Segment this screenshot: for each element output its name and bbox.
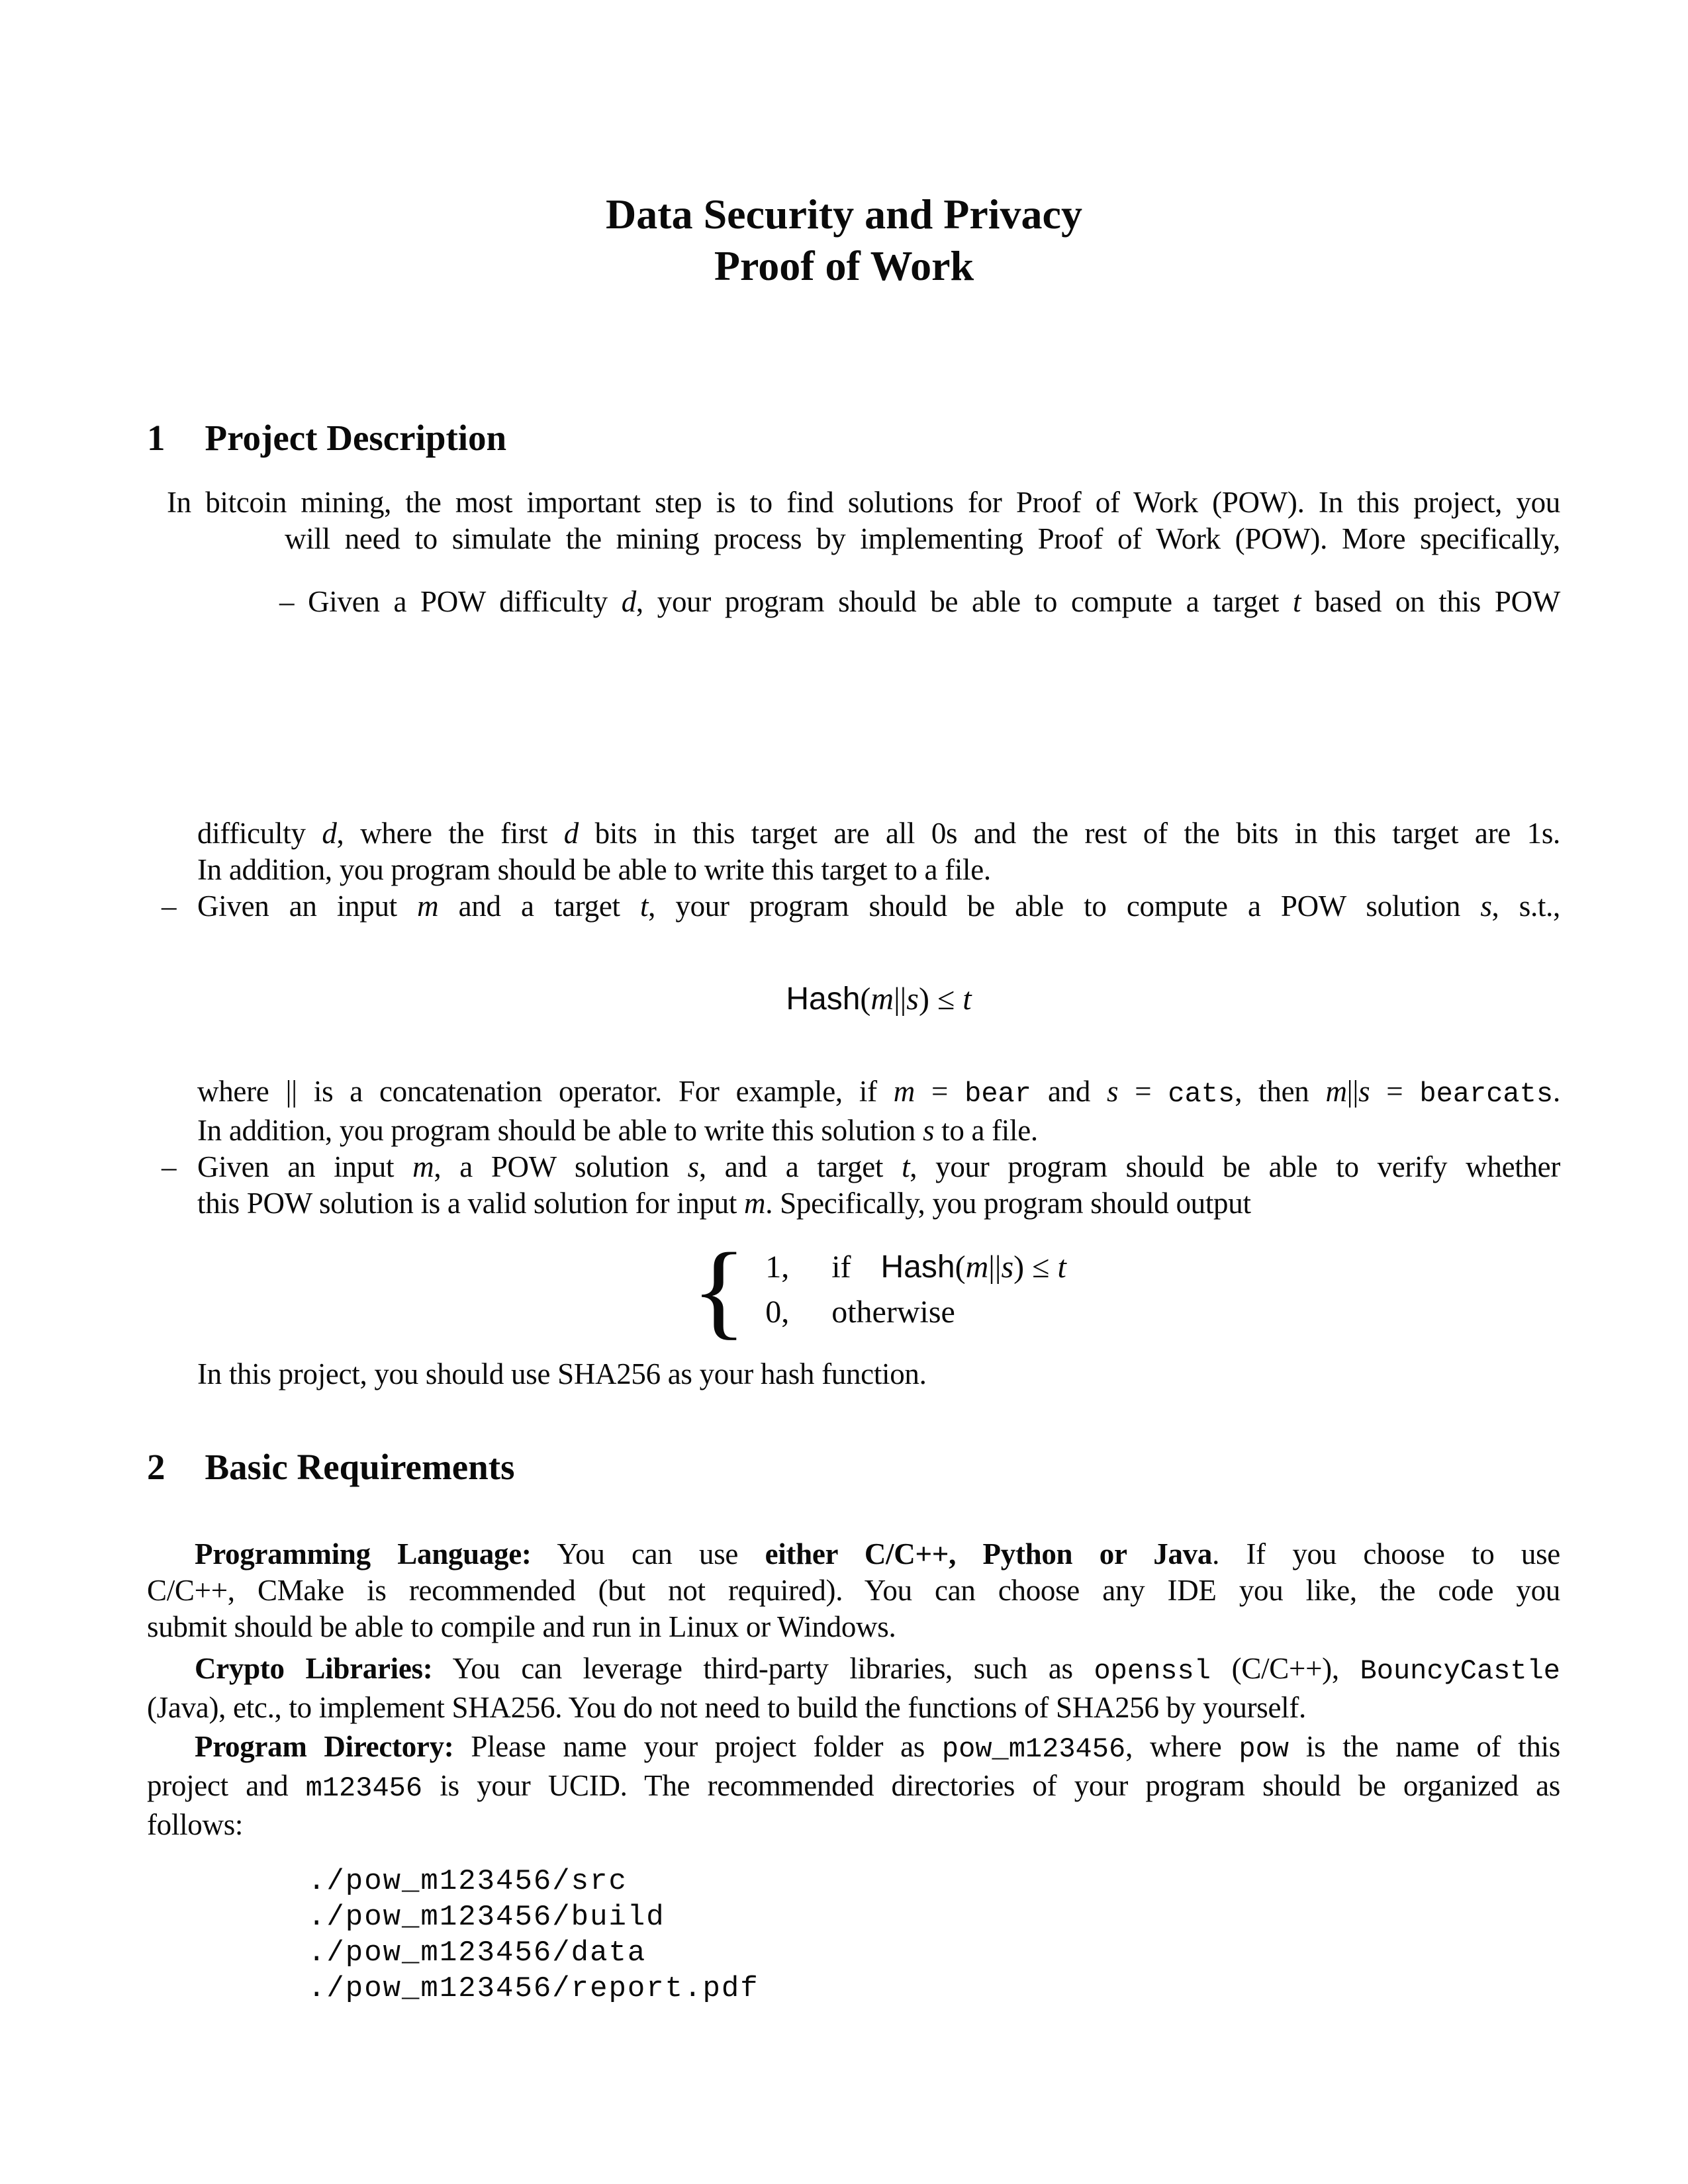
hash-function-name: Hash xyxy=(786,981,861,1017)
hash-inequality-formula xyxy=(147,976,1560,1023)
math-var-m: m xyxy=(417,889,439,923)
item3-text: , and a target xyxy=(698,1150,902,1183)
list-item-verify-solution-line2 xyxy=(147,1185,1560,1222)
item1-text: based on this POW xyxy=(1301,585,1560,618)
section-2-number: 2 xyxy=(147,1447,165,1487)
case1-condition xyxy=(831,1248,1066,1287)
math-var-s: s xyxy=(1001,1250,1014,1285)
item3-text: , your program should be able to verify whether xyxy=(910,1150,1561,1183)
math-var-m: m xyxy=(412,1150,434,1183)
math-var-m: m xyxy=(870,981,894,1017)
list-item-verify-solution-line1 xyxy=(147,1149,1560,1185)
leq-sign: ≤ xyxy=(1024,1250,1058,1285)
math-var-d: d xyxy=(563,817,579,850)
concat-operator: || xyxy=(1346,1075,1359,1108)
section-1-title: Project Description xyxy=(205,418,507,458)
para-text: (C/C++), xyxy=(1210,1652,1360,1685)
code-folder-name: pow_m123456 xyxy=(941,1733,1126,1765)
para-text: . If you choose to use xyxy=(1212,1537,1560,1570)
math-var-t: t xyxy=(639,889,649,923)
para-text: and xyxy=(1031,1075,1107,1108)
intro-paragraph-line2 xyxy=(147,521,1560,557)
para-text: In addition, you program should be able to write this solution xyxy=(197,1114,923,1147)
para-text: You can use xyxy=(531,1537,765,1570)
crypto-libraries-line2 xyxy=(147,1690,1560,1726)
concat-explanation-line1 xyxy=(147,1073,1560,1113)
intro-paragraph-line1 xyxy=(147,484,1560,521)
concat-explanation-line2 xyxy=(147,1113,1560,1149)
item1-text: Given a POW difficulty xyxy=(294,585,622,618)
formula-paren: ) xyxy=(918,981,929,1017)
hash-function-name: Hash xyxy=(880,1250,955,1285)
program-directory-line3 xyxy=(147,1807,1560,1843)
output-cases-formula xyxy=(147,1230,1560,1349)
cases-brace: { xyxy=(691,1230,747,1349)
item3-text: this POW solution is a valid solution for input xyxy=(197,1187,745,1220)
item2-text: , your program should be able to compute a POW solution xyxy=(648,889,1481,923)
concat-operator: || xyxy=(285,1075,297,1108)
para-text: submit should be able to compile and run in Linux or Windows. xyxy=(147,1610,896,1643)
para-text: where xyxy=(197,1075,286,1108)
case2-condition: otherwise xyxy=(831,1295,955,1330)
item3-text: . Specifically, you program should output xyxy=(765,1187,1251,1220)
math-var-t: t xyxy=(962,981,972,1017)
para-text: is the name of this xyxy=(1288,1730,1560,1763)
item1-continuation-line2 xyxy=(147,852,1560,888)
equals-sign: = xyxy=(915,1075,965,1108)
concat-operator: || xyxy=(988,1250,1002,1285)
document-title-line1: Data Security and Privacy xyxy=(606,191,1082,238)
crypto-libraries-label: Crypto Libraries: xyxy=(195,1652,433,1685)
math-var-t: t xyxy=(1057,1250,1066,1285)
math-var-s: s xyxy=(1358,1075,1370,1108)
math-var-d: d xyxy=(621,585,636,618)
case1-value: 1, xyxy=(765,1250,790,1285)
math-var-t: t xyxy=(1292,585,1301,618)
document-body xyxy=(147,0,1560,2007)
formula-paren: ( xyxy=(860,981,871,1017)
item2-text: , s.t., xyxy=(1491,889,1561,923)
formula-paren: ) xyxy=(1013,1250,1025,1285)
para-text: project and xyxy=(147,1769,306,1802)
para-text: , where xyxy=(1125,1730,1239,1763)
math-var-s: s xyxy=(922,1114,935,1147)
para-text: C/C++, CMake is recommended (but not required). You can choose any IDE you like, the code you xyxy=(147,1574,1560,1607)
math-var-s: s xyxy=(1107,1075,1119,1108)
para-text: In this project, you should use SHA256 as your hash function. xyxy=(197,1357,927,1390)
math-var-m: m xyxy=(893,1075,915,1108)
math-var-m: m xyxy=(965,1250,989,1285)
math-var-m: m xyxy=(744,1187,766,1220)
item1-cont-text: , where the first xyxy=(336,817,564,850)
math-var-t: t xyxy=(902,1150,910,1183)
para-text: Please name your project folder as xyxy=(453,1730,942,1763)
item-dash-marker: – xyxy=(162,889,177,923)
para-text: follows: xyxy=(147,1808,244,1841)
equals-sign: = xyxy=(1370,1075,1420,1108)
code-cats: cats xyxy=(1168,1078,1235,1110)
item-dash-marker: – xyxy=(279,585,295,618)
item1-cont-text: difficulty xyxy=(197,817,322,850)
if-word: if xyxy=(831,1250,851,1285)
item2-text: and a target xyxy=(438,889,640,923)
equals-sign: = xyxy=(1118,1075,1168,1108)
program-directory-label: Program Directory: xyxy=(195,1730,454,1763)
code-bear: bear xyxy=(964,1078,1031,1110)
code-ucid: m123456 xyxy=(305,1772,423,1804)
programming-language-line3 xyxy=(147,1609,1560,1645)
formula-paren: ( xyxy=(955,1250,966,1285)
document-title-line2: Proof of Work xyxy=(714,242,974,289)
item1-cont-text: bits in this target are all 0s and the rest of the bits in this target are 1s. xyxy=(578,817,1561,850)
list-item-compute-solution xyxy=(147,888,1560,925)
para-text: is a concatenation operator. For example, if xyxy=(297,1075,894,1108)
item1-continuation-line1 xyxy=(147,815,1560,852)
list-item-compute-target xyxy=(147,584,1560,620)
item-dash-marker: – xyxy=(162,1150,177,1183)
math-var-s: s xyxy=(1480,889,1492,923)
directory-path-build: ./pow_m123456/build xyxy=(308,1901,665,1934)
directory-path-report: ./pow_m123456/report.pdf xyxy=(308,1972,759,2005)
para-text: is your UCID. The recommended directories of your program should be organized as xyxy=(422,1769,1561,1802)
languages-bold-text: either C/C++, Python or Java xyxy=(765,1537,1213,1570)
math-var-m: m xyxy=(1325,1075,1347,1108)
case2-value: 0, xyxy=(765,1295,790,1330)
section-2-title: Basic Requirements xyxy=(205,1447,515,1487)
item3-text: , a POW solution xyxy=(434,1150,688,1183)
item2-text: Given an input xyxy=(197,889,418,923)
program-directory-line2 xyxy=(147,1768,1560,1807)
math-var-d: d xyxy=(322,817,337,850)
section-1-number: 1 xyxy=(147,418,165,458)
para-text: You can leverage third-party libraries, such as xyxy=(432,1652,1094,1685)
directory-listing xyxy=(147,1864,1560,2007)
sha256-note xyxy=(147,1356,1560,1392)
program-directory-line1 xyxy=(147,1729,1560,1768)
item1-text: , your program should be able to compute a target xyxy=(635,585,1293,618)
item3-text: Given an input xyxy=(197,1150,413,1183)
crypto-libraries-line1 xyxy=(147,1651,1560,1690)
item1-cont-text: In addition, you program should be able to write this target to a file. xyxy=(197,853,991,886)
code-openssl: openssl xyxy=(1094,1655,1211,1687)
intro-text-2: will need to simulate the mining process by implementing Proof of Work (POW). More specifically, xyxy=(285,522,1560,555)
para-text: , then xyxy=(1235,1075,1326,1108)
section-1-heading xyxy=(147,417,1560,459)
directory-path-data: ./pow_m123456/data xyxy=(308,1936,647,1970)
leq-sign: ≤ xyxy=(929,981,963,1017)
code-bearcats: bearcats xyxy=(1419,1078,1554,1110)
para-text: to a file. xyxy=(934,1114,1038,1147)
math-var-s: s xyxy=(906,981,919,1017)
programming-language-line1 xyxy=(147,1536,1560,1572)
programming-language-line2 xyxy=(147,1572,1560,1609)
directory-path-src: ./pow_m123456/src xyxy=(308,1865,628,1898)
intro-text-1: In bitcoin mining, the most important step is to find solutions for Proof of Work (POW). In this project, you xyxy=(167,486,1560,519)
section-2-heading xyxy=(147,1446,1560,1488)
para-text: (Java), etc., to implement SHA256. You do not need to build the functions of SHA256 by yourself. xyxy=(147,1691,1307,1724)
programming-language-label: Programming Language: xyxy=(195,1537,532,1570)
para-text: . xyxy=(1553,1075,1560,1108)
math-var-s: s xyxy=(687,1150,699,1183)
code-pow: pow xyxy=(1239,1733,1289,1765)
code-bouncycastle: BouncyCastle xyxy=(1360,1655,1560,1687)
concat-operator: || xyxy=(894,981,907,1017)
